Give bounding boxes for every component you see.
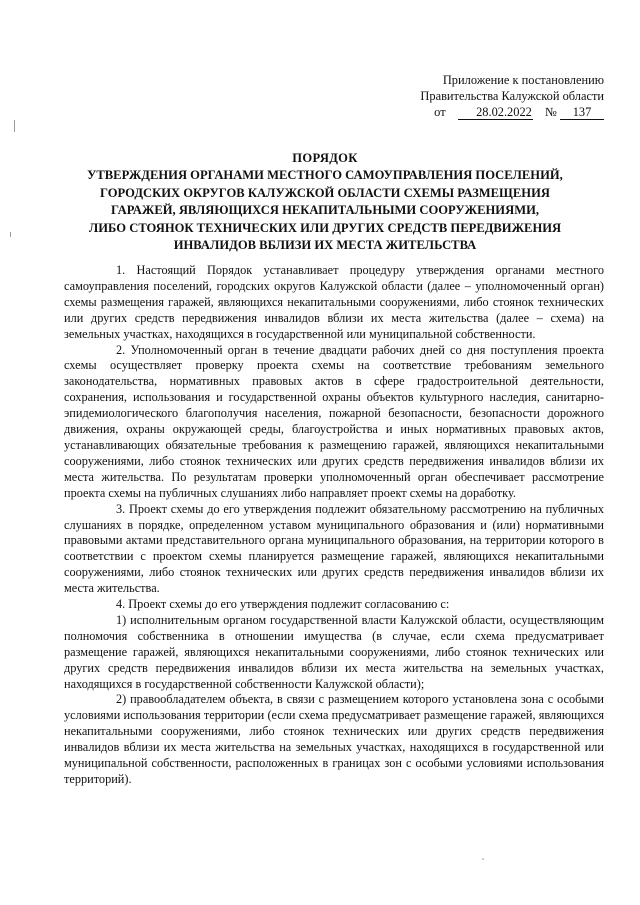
decree-number: 137 (560, 106, 604, 120)
number-label: № (545, 105, 557, 119)
scan-mark-left-1 (14, 120, 15, 132)
document-title (60, 150, 590, 254)
paragraph-2: 2. Уполномоченный орган в течение двадцати рабочих дней со дня поступления проекта схемы осуществляет проверку проекта схемы на соответствие требованиям земельного законодательства, нормативных правовых актов в сфере градостроительной деятельности, сохранения, использования и государственной охраны объектов культурного наследия, санитарно-эпидемиологического благополучия населения, пожарной безопасности, безопасности дорожного движения, охраны окружающей среды, благоустройства и иных нормативных правовых актов, устанавливающих обязательные требования к размещению гаражей, являющихся некапитальными сооружениями, либо стоянок технических или других средств передвижения инвалидов вблизи их места жительства. По результатам проверки уполномоченный орган обеспечивает рассмотрение проекта схемы на публичных слушаниях либо направляет проект схемы на доработку. (64, 342, 604, 500)
title-line-4: ЛИБО СТОЯНОК ТЕХНИЧЕСКИХ ИЛИ ДРУГИХ СРЕДСТВ ПЕРЕДВИЖЕНИЯ (88, 220, 562, 235)
title-line-1: УТВЕРЖДЕНИЯ ОРГАНАМИ МЕСТНОГО САМОУПРАВЛЕНИЯ ПОСЕЛЕНИЙ, (87, 168, 563, 183)
from-label: от (434, 105, 446, 119)
appendix-date-number-line (420, 104, 604, 120)
paragraph-1: 1. Настоящий Порядок устанавливает процедуру утверждения органами местного самоуправления поселений, городских округов Калужской области (далее – уполномоченный орган) схемы размещения гаражей, являющихся некапитальными сооружениями, либо стоянок технических или других средств передвижения инвалидов вблизи их места жительства (далее – схема) на земельных участках, находящихся в государственной или муниципальной собственности. (64, 263, 604, 341)
paragraph-4-item-2: 2) правообладателем объекта, в связи с размещением которого установлена зона с особыми условиями использования территории (если схема предусматривает размещение гаражей, являющихся некапитальными сооружениями, либо стоянок технических или других средств передвижения инвалидов вблизи их места жительства на земельных участках, находящихся в государственной или муниципальной собственности, расположенных в границах зон с особыми условиями использования территорий). (64, 692, 604, 786)
appendix-header-line-2: Правительства Калужской области (420, 89, 604, 103)
decree-date: 28.02.2022 (458, 106, 533, 120)
title-main: ПОРЯДОК (292, 151, 358, 165)
title-line-2: ГОРОДСКИХ ОКРУГОВ КАЛУЖСКОЙ ОБЛАСТИ СХЕМЫ РАЗМЕЩЕНИЯ (100, 185, 550, 200)
title-line-5: ИНВАЛИДОВ ВБЛИЗИ ИХ МЕСТА ЖИТЕЛЬСТВА (173, 238, 477, 253)
title-line-3: ГАРАЖЕЙ, ЯВЛЯЮЩИХСЯ НЕКАПИТАЛЬНЫМИ СООРУЖЕНИЯМИ, (110, 203, 540, 218)
paragraph-3: 3. Проект схемы до его утверждения подлежит обязательному рассмотрению на публичных слушаниях в порядке, определенном уставом муниципального образования и (или) нормативными правовыми актами представительного органа муниципального образования, на территории которого в соответствии с проектом схемы планируется размещение гаражей, являющихся некапитальными сооружениями, либо стоянок технических или других средств передвижения инвалидов вблизи их места жительства. (64, 501, 604, 596)
scan-dot (482, 858, 484, 860)
appendix-header-line-1: Приложение к постановлению (442, 73, 604, 87)
paragraph-4: 4. Проект схемы до его утверждения подлежит согласованию с: (116, 597, 450, 612)
appendix-header (420, 72, 604, 120)
paragraph-4-item-1: 1) исполнительным органом государственной власти Калужской области, осуществляющим полномочия собственника в отношении имущества (в случае, если схема предусматривает размещение гаражей, являющихся некапитальными сооружениями, либо стоянок технических или других средств передвижения инвалидов вблизи их места жительства на земельных участках, находящихся в государственной собственности Калужской области); (64, 612, 604, 691)
document-body (64, 263, 604, 788)
scan-mark-left-2 (10, 232, 11, 237)
